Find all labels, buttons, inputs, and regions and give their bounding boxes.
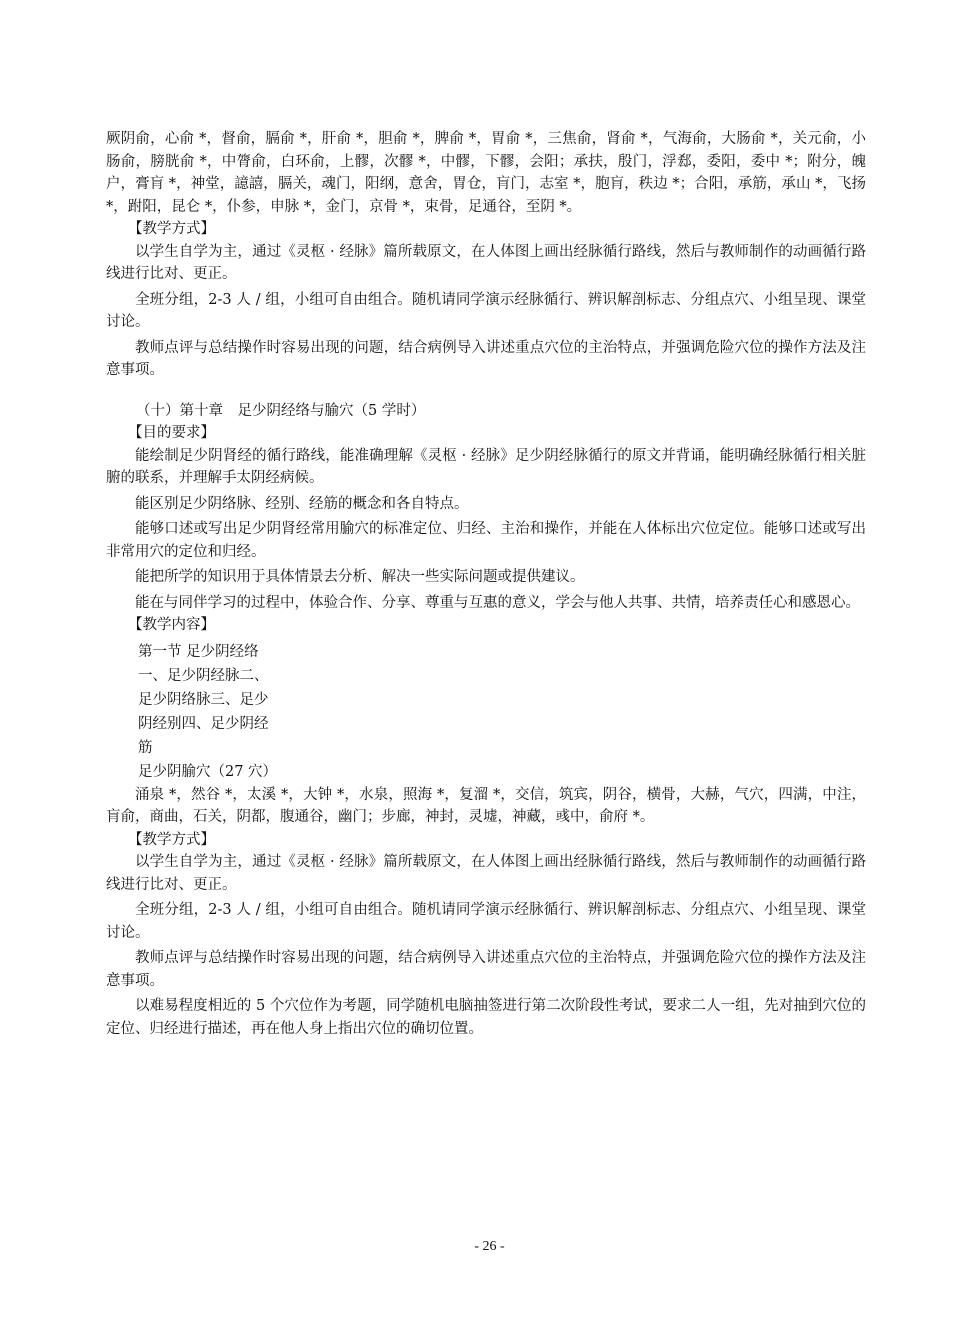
goal-paragraph: 能绘制足少阴肾经的循行路线，能准确理解《灵枢 · 经脉》足少阴经脉循行的原文并背诵，能明确经脉循行相关脏腑的联系，并理解手太阴经病候。	[106, 447, 866, 486]
goal-paragraph: 能够口述或写出足少阴肾经常用腧穴的标准定位、归经、主治和操作，并能在人体标出穴位定位。能够口述或写出非常用穴的定位和归经。	[106, 521, 866, 560]
page-number: - 26 -	[474, 1239, 505, 1254]
goal-paragraph: 能区别足少阴络脉、经别、经筋的概念和各自特点。	[135, 495, 469, 512]
content-heading: 【教学内容】	[128, 617, 215, 633]
teaching-method-paragraph: 全班分组，2-3 人 / 组，小组可自由组合。随机请同学演示经脉循行、辨识解剖标志、分组点穴、小组呈现、课堂讨论。	[106, 902, 866, 941]
chapter-title: （十）第十章 足少阴经络与腧穴（5 学时）	[136, 402, 426, 419]
content-outline	[106, 640, 298, 784]
teaching-method-paragraph: 教师点评与总结操作时容易出现的问题，结合病例导入讲述重点穴位的主治特点，并强调危险穴位的操作方法及注意事项。	[106, 339, 866, 378]
section-spacer	[106, 382, 866, 400]
goal-heading: 【目的要求】	[128, 425, 215, 441]
teaching-method-heading: 【教学方式】	[128, 831, 215, 848]
acupoint-list-continued: 厥阴俞，心俞 *，督俞，膈俞 *，肝俞 *，胆俞 *，脾俞 *，胃俞 *，三焦俞，肾俞 *，气海俞，大肠俞 *，关元俞，小肠俞，膀胱俞 *，中膂俞，白环俞，上髎，次髎 *，中髎，下髎，会阳；承扶，殷门，浮郄，委阳，委中 *；附分，魄户，膏肓 *，神堂，譩譆，膈关，魂门，阳纲，意舍，胃仓，肓门，志室 *，胞肓，秩边 *；合阳，承筋，承山 *，飞扬 *，跗阳，昆仑 *，仆参，申脉 *，金门，京骨 *，束骨，足通谷，至阴 *。	[106, 131, 866, 215]
teaching-method-heading: 【教学方式】	[128, 221, 215, 237]
teaching-method-paragraph: 以难易程度相近的 5 个穴位作为考题，同学随机电脑抽签进行第二次阶段性考试，要求二人一组，先对抽到穴位的定位、归经进行描述，再在他人身上指出穴位的确切位置。	[106, 998, 866, 1037]
goal-paragraph: 能在与同伴学习的过程中，体验合作、分享、尊重与互惠的意义，学会与他人共事、共情，培养责任心和感恩心。	[135, 594, 860, 611]
outline-line: 足少阴络脉三、足少	[138, 691, 269, 708]
outline-line: 筋	[138, 739, 153, 756]
teaching-method-paragraph: 教师点评与总结操作时容易出现的问题，结合病例导入讲述重点穴位的主治特点，并强调危险穴位的操作方法及注意事项。	[106, 950, 866, 989]
outline-line: 足少阴腧穴（27 穴）	[138, 763, 278, 780]
page-content	[106, 128, 866, 1040]
teaching-method-paragraph: 以学生自学为主，通过《灵枢 · 经脉》篇所载原文，在人体图上画出经脉循行路线，然后与教师制作的动画循行路线进行比对、更正。	[106, 854, 866, 893]
outline-line: 第一节 足少阴经络	[138, 643, 259, 660]
teaching-method-paragraph: 全班分组，2-3 人 / 组，小组可自由组合。随机请同学演示经脉循行、辨识解剖标志、分组点穴、小组呈现、课堂讨论。	[106, 291, 866, 330]
goal-paragraph: 能把所学的知识用于具体情景去分析、解决一些实际问题或提供建议。	[135, 569, 585, 585]
outline-line: 一、足少阴经脉二、	[138, 667, 269, 684]
acupoint-list: 涌泉 *，然谷 *，太溪 *，大钟 *，水泉，照海 *，复溜 *，交信，筑宾，阴谷，横骨，大赫，气穴，四满，中注，肓俞，商曲，石关，阴都，腹通谷，幽门；步廊，神封，灵墟，神藏，彧中，俞府 *。	[106, 786, 866, 825]
outline-line: 阴经别四、足少阴经	[138, 715, 269, 732]
teaching-method-paragraph: 以学生自学为主，通过《灵枢 · 经脉》篇所载原文，在人体图上画出经脉循行路线，然后与教师制作的动画循行路线进行比对、更正。	[106, 243, 866, 282]
